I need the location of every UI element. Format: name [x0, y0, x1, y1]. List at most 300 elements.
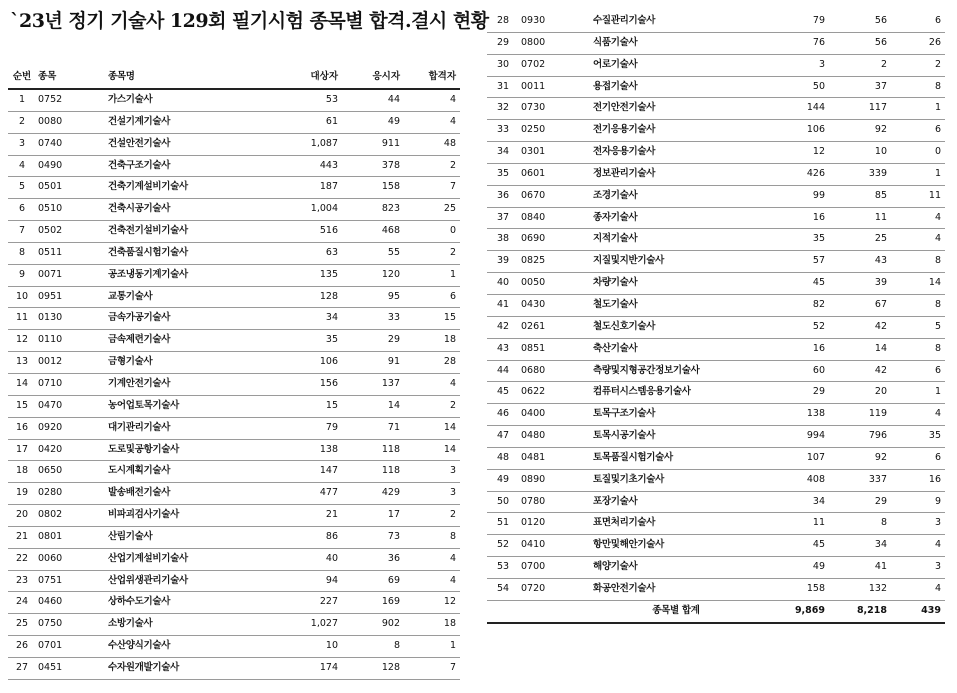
cell-target: 158 [761, 578, 829, 600]
cell-no: 46 [487, 404, 519, 426]
cell-applicants: 33 [342, 308, 404, 330]
cell-applicants: 36 [342, 548, 404, 570]
cell-code: 0012 [36, 352, 106, 374]
cell-target: 61 [276, 111, 342, 133]
table-row [487, 207, 945, 229]
cell-applicants: 55 [342, 242, 404, 264]
cell-code: 0400 [519, 404, 591, 426]
cell-code: 0501 [36, 177, 106, 199]
table-row [8, 657, 460, 679]
cell-applicants: 20 [829, 382, 891, 404]
cell-code: 0730 [519, 98, 591, 120]
cell-target: 52 [761, 316, 829, 338]
cell-name: 산림기술사 [106, 526, 276, 548]
cell-applicants: 118 [342, 439, 404, 461]
table-row [8, 199, 460, 221]
cell-name: 가스기술사 [106, 89, 276, 111]
cell-name: 건설안전기술사 [106, 133, 276, 155]
table-row [8, 417, 460, 439]
cell-target: 994 [761, 426, 829, 448]
cell-name: 해양기술사 [591, 557, 761, 579]
cell-passed: 4 [891, 535, 945, 557]
cell-applicants: 14 [342, 395, 404, 417]
cell-name: 건축시공기술사 [106, 199, 276, 221]
cell-no: 5 [8, 177, 36, 199]
table-row [487, 142, 945, 164]
cell-target: 128 [276, 286, 342, 308]
cell-no: 50 [487, 491, 519, 513]
cell-name: 토목품질시험기술사 [591, 447, 761, 469]
page-title: `23년 정기 기술사 129회 필기시험 종목별 합격.결시 현황 [10, 10, 489, 32]
cell-code: 0430 [519, 294, 591, 316]
cell-passed: 1 [404, 636, 460, 658]
cell-no: 51 [487, 513, 519, 535]
cell-no: 24 [8, 592, 36, 614]
cell-no: 45 [487, 382, 519, 404]
cell-code: 0451 [36, 657, 106, 679]
table-row [487, 578, 945, 600]
cell-code: 0951 [36, 286, 106, 308]
cell-code: 0800 [519, 32, 591, 54]
cell-no: 49 [487, 469, 519, 491]
cell-passed: 6 [891, 360, 945, 382]
cell-passed: 8 [891, 338, 945, 360]
results-table-right [487, 11, 945, 624]
cell-name: 도로및공항기술사 [106, 439, 276, 461]
cell-target: 34 [276, 308, 342, 330]
cell-code: 0750 [36, 614, 106, 636]
cell-no: 54 [487, 578, 519, 600]
cell-passed: 2 [404, 395, 460, 417]
cell-name: 건축품질시험기술사 [106, 242, 276, 264]
cell-name: 토목시공기술사 [591, 426, 761, 448]
cell-target: 76 [761, 32, 829, 54]
cell-applicants: 17 [342, 505, 404, 527]
cell-passed: 12 [404, 592, 460, 614]
cell-code: 0752 [36, 89, 106, 111]
table-row [487, 382, 945, 404]
cell-applicants: 378 [342, 155, 404, 177]
cell-name: 건축기계설비기술사 [106, 177, 276, 199]
total-passed: 439 [891, 600, 945, 622]
cell-passed: 2 [404, 242, 460, 264]
cell-code: 0460 [36, 592, 106, 614]
cell-no: 22 [8, 548, 36, 570]
cell-passed: 4 [404, 89, 460, 111]
cell-applicants: 169 [342, 592, 404, 614]
cell-applicants: 34 [829, 535, 891, 557]
cell-code: 0410 [519, 535, 591, 557]
cell-code: 0700 [519, 557, 591, 579]
cell-target: 40 [276, 548, 342, 570]
cell-target: 443 [276, 155, 342, 177]
cell-code: 0920 [36, 417, 106, 439]
cell-applicants: 823 [342, 199, 404, 221]
cell-target: 138 [276, 439, 342, 461]
cell-target: 79 [276, 417, 342, 439]
cell-applicants: 2 [829, 54, 891, 76]
cell-passed: 4 [404, 373, 460, 395]
cell-name: 종자기술사 [591, 207, 761, 229]
cell-target: 106 [276, 352, 342, 374]
cell-target: 60 [761, 360, 829, 382]
cell-passed: 3 [404, 483, 460, 505]
cell-passed: 7 [404, 177, 460, 199]
cell-code: 0080 [36, 111, 106, 133]
table-row [8, 505, 460, 527]
cell-no: 4 [8, 155, 36, 177]
table-row [8, 177, 460, 199]
cell-code: 0825 [519, 251, 591, 273]
cell-passed: 2 [404, 505, 460, 527]
table-row [487, 294, 945, 316]
cell-target: 135 [276, 264, 342, 286]
table-row [8, 330, 460, 352]
cell-code: 0690 [519, 229, 591, 251]
table-row [8, 133, 460, 155]
cell-name: 지질및지반기술사 [591, 251, 761, 273]
table-row [487, 426, 945, 448]
table-row [8, 264, 460, 286]
table-row [8, 89, 460, 111]
cell-name: 상하수도기술사 [106, 592, 276, 614]
header-no: 순번 [8, 65, 36, 89]
cell-no: 11 [8, 308, 36, 330]
cell-no: 33 [487, 120, 519, 142]
cell-passed: 6 [891, 11, 945, 32]
cell-code: 0840 [519, 207, 591, 229]
cell-target: 94 [276, 570, 342, 592]
cell-name: 포장기술사 [591, 491, 761, 513]
cell-target: 144 [761, 98, 829, 120]
cell-passed: 3 [404, 461, 460, 483]
cell-code: 0511 [36, 242, 106, 264]
cell-applicants: 39 [829, 273, 891, 295]
cell-name: 어로기술사 [591, 54, 761, 76]
cell-name: 용접기술사 [591, 76, 761, 98]
cell-target: 1,027 [276, 614, 342, 636]
cell-code: 0261 [519, 316, 591, 338]
table-row [8, 461, 460, 483]
cell-applicants: 11 [829, 207, 891, 229]
cell-code: 0510 [36, 199, 106, 221]
cell-passed: 4 [891, 207, 945, 229]
cell-passed: 5 [891, 316, 945, 338]
cell-name: 정보관리기술사 [591, 163, 761, 185]
cell-applicants: 14 [829, 338, 891, 360]
table-row [487, 185, 945, 207]
cell-target: 35 [276, 330, 342, 352]
cell-applicants: 158 [342, 177, 404, 199]
cell-name: 건축구조기술사 [106, 155, 276, 177]
table-row [487, 273, 945, 295]
cell-passed: 14 [404, 417, 460, 439]
table-row [8, 155, 460, 177]
cell-applicants: 796 [829, 426, 891, 448]
cell-passed: 26 [891, 32, 945, 54]
cell-target: 79 [761, 11, 829, 32]
cell-passed: 1 [891, 98, 945, 120]
cell-code: 0480 [519, 426, 591, 448]
cell-target: 35 [761, 229, 829, 251]
cell-no: 43 [487, 338, 519, 360]
cell-code: 0130 [36, 308, 106, 330]
total-label: 종목별 합계 [591, 600, 761, 622]
cell-code: 0050 [519, 273, 591, 295]
cell-name: 소방기술사 [106, 614, 276, 636]
cell-no: 14 [8, 373, 36, 395]
table-row [487, 447, 945, 469]
cell-target: 16 [761, 338, 829, 360]
table-row [8, 526, 460, 548]
cell-passed: 48 [404, 133, 460, 155]
cell-passed: 0 [891, 142, 945, 164]
table-row [8, 483, 460, 505]
cell-target: 227 [276, 592, 342, 614]
table-row [487, 251, 945, 273]
cell-code: 0601 [519, 163, 591, 185]
cell-name: 전기응용기술사 [591, 120, 761, 142]
cell-applicants: 85 [829, 185, 891, 207]
cell-applicants: 119 [829, 404, 891, 426]
cell-passed: 4 [404, 111, 460, 133]
cell-no: 44 [487, 360, 519, 382]
cell-code: 0060 [36, 548, 106, 570]
cell-no: 8 [8, 242, 36, 264]
cell-no: 52 [487, 535, 519, 557]
table-row [487, 163, 945, 185]
table-row [8, 395, 460, 417]
cell-applicants: 44 [342, 89, 404, 111]
cell-name: 교통기술사 [106, 286, 276, 308]
cell-no: 29 [487, 32, 519, 54]
cell-passed: 8 [891, 76, 945, 98]
cell-applicants: 42 [829, 360, 891, 382]
cell-name: 철도기술사 [591, 294, 761, 316]
cell-passed: 6 [891, 447, 945, 469]
cell-target: 477 [276, 483, 342, 505]
cell-name: 금속제련기술사 [106, 330, 276, 352]
table-row [487, 469, 945, 491]
cell-code: 0071 [36, 264, 106, 286]
cell-target: 516 [276, 221, 342, 243]
cell-code: 0701 [36, 636, 106, 658]
cell-no: 1 [8, 89, 36, 111]
cell-applicants: 902 [342, 614, 404, 636]
cell-name: 지적기술사 [591, 229, 761, 251]
cell-target: 408 [761, 469, 829, 491]
cell-applicants: 56 [829, 32, 891, 54]
cell-target: 45 [761, 535, 829, 557]
cell-name: 토질및기초기술사 [591, 469, 761, 491]
cell-target: 174 [276, 657, 342, 679]
cell-name: 철도신호기술사 [591, 316, 761, 338]
total-row [487, 600, 945, 622]
cell-passed: 3 [891, 513, 945, 535]
cell-no: 30 [487, 54, 519, 76]
cell-applicants: 49 [342, 111, 404, 133]
cell-applicants: 128 [342, 657, 404, 679]
cell-passed: 11 [891, 185, 945, 207]
cell-no: 32 [487, 98, 519, 120]
total-target: 9,869 [761, 600, 829, 622]
cell-no: 16 [8, 417, 36, 439]
cell-passed: 18 [404, 330, 460, 352]
cell-target: 57 [761, 251, 829, 273]
cell-no: 25 [8, 614, 36, 636]
cell-no: 31 [487, 76, 519, 98]
cell-target: 53 [276, 89, 342, 111]
cell-name: 농어업토목기술사 [106, 395, 276, 417]
cell-target: 426 [761, 163, 829, 185]
table-row [487, 229, 945, 251]
cell-code: 0420 [36, 439, 106, 461]
cell-applicants: 10 [829, 142, 891, 164]
cell-applicants: 137 [342, 373, 404, 395]
cell-applicants: 117 [829, 98, 891, 120]
table-row [8, 352, 460, 374]
cell-name: 대기관리기술사 [106, 417, 276, 439]
cell-no: 23 [8, 570, 36, 592]
cell-name: 수산양식기술사 [106, 636, 276, 658]
table-row [8, 439, 460, 461]
cell-applicants: 468 [342, 221, 404, 243]
table-row [487, 11, 945, 32]
cell-code: 0680 [519, 360, 591, 382]
cell-code: 0622 [519, 382, 591, 404]
cell-applicants: 29 [829, 491, 891, 513]
cell-no: 35 [487, 163, 519, 185]
header-applicants: 응시자 [342, 65, 404, 89]
table-body-left [8, 89, 460, 679]
cell-code: 0490 [36, 155, 106, 177]
cell-target: 63 [276, 242, 342, 264]
cell-name: 건축전기설비기술사 [106, 221, 276, 243]
cell-applicants: 91 [342, 352, 404, 374]
header-target: 대상자 [276, 65, 342, 89]
cell-name: 산업기계설비기술사 [106, 548, 276, 570]
cell-code: 0702 [519, 54, 591, 76]
cell-applicants: 29 [342, 330, 404, 352]
table-row [487, 513, 945, 535]
cell-code: 0930 [519, 11, 591, 32]
cell-applicants: 8 [342, 636, 404, 658]
cell-name: 차량기술사 [591, 273, 761, 295]
table-row [8, 286, 460, 308]
cell-applicants: 429 [342, 483, 404, 505]
cell-passed: 8 [891, 294, 945, 316]
cell-no: 42 [487, 316, 519, 338]
cell-code: 0301 [519, 142, 591, 164]
cell-no: 28 [487, 11, 519, 32]
cell-applicants: 67 [829, 294, 891, 316]
table-row [487, 535, 945, 557]
cell-name: 공조냉동기계기술사 [106, 264, 276, 286]
cell-no: 26 [8, 636, 36, 658]
cell-passed: 4 [891, 404, 945, 426]
cell-applicants: 71 [342, 417, 404, 439]
cell-name: 산업위생관리기술사 [106, 570, 276, 592]
cell-target: 147 [276, 461, 342, 483]
cell-no: 7 [8, 221, 36, 243]
table-row [487, 360, 945, 382]
cell-passed: 3 [891, 557, 945, 579]
cell-applicants: 339 [829, 163, 891, 185]
cell-applicants: 42 [829, 316, 891, 338]
cell-passed: 2 [404, 155, 460, 177]
cell-no: 41 [487, 294, 519, 316]
cell-passed: 4 [404, 548, 460, 570]
cell-code: 0502 [36, 221, 106, 243]
cell-passed: 1 [404, 264, 460, 286]
cell-no: 2 [8, 111, 36, 133]
cell-name: 컴퓨터시스템응용기술사 [591, 382, 761, 404]
cell-code: 0110 [36, 330, 106, 352]
cell-no: 39 [487, 251, 519, 273]
cell-no: 3 [8, 133, 36, 155]
cell-target: 11 [761, 513, 829, 535]
cell-name: 측량및지형공간정보기술사 [591, 360, 761, 382]
cell-code: 0470 [36, 395, 106, 417]
cell-name: 화공안전기술사 [591, 578, 761, 600]
cell-passed: 4 [404, 570, 460, 592]
cell-code: 0120 [519, 513, 591, 535]
cell-applicants: 92 [829, 120, 891, 142]
cell-name: 발송배전기술사 [106, 483, 276, 505]
cell-passed: 8 [404, 526, 460, 548]
cell-target: 106 [761, 120, 829, 142]
cell-target: 21 [276, 505, 342, 527]
cell-no: 20 [8, 505, 36, 527]
cell-name: 토목구조기술사 [591, 404, 761, 426]
cell-passed: 2 [891, 54, 945, 76]
cell-applicants: 911 [342, 133, 404, 155]
cell-name: 금속가공기술사 [106, 308, 276, 330]
cell-name: 식품기술사 [591, 32, 761, 54]
cell-code: 0720 [519, 578, 591, 600]
table-row [8, 548, 460, 570]
cell-no: 38 [487, 229, 519, 251]
cell-code: 0481 [519, 447, 591, 469]
results-table-left [8, 65, 460, 680]
cell-name: 전기안전기술사 [591, 98, 761, 120]
cell-passed: 9 [891, 491, 945, 513]
cell-code: 0890 [519, 469, 591, 491]
cell-name: 비파괴검사기술사 [106, 505, 276, 527]
cell-no: 13 [8, 352, 36, 374]
table-header-row [8, 65, 460, 89]
header-passed: 합격자 [404, 65, 460, 89]
cell-target: 187 [276, 177, 342, 199]
cell-no: 36 [487, 185, 519, 207]
cell-name: 축산기술사 [591, 338, 761, 360]
cell-code: 0740 [36, 133, 106, 155]
cell-applicants: 56 [829, 11, 891, 32]
table-row [8, 570, 460, 592]
cell-target: 1,087 [276, 133, 342, 155]
cell-no: 21 [8, 526, 36, 548]
cell-passed: 6 [404, 286, 460, 308]
cell-target: 12 [761, 142, 829, 164]
table-row [8, 592, 460, 614]
cell-target: 1,004 [276, 199, 342, 221]
cell-passed: 1 [891, 382, 945, 404]
cell-applicants: 92 [829, 447, 891, 469]
table-row [487, 404, 945, 426]
cell-target: 16 [761, 207, 829, 229]
cell-applicants: 73 [342, 526, 404, 548]
header-code: 종목 [36, 65, 106, 89]
